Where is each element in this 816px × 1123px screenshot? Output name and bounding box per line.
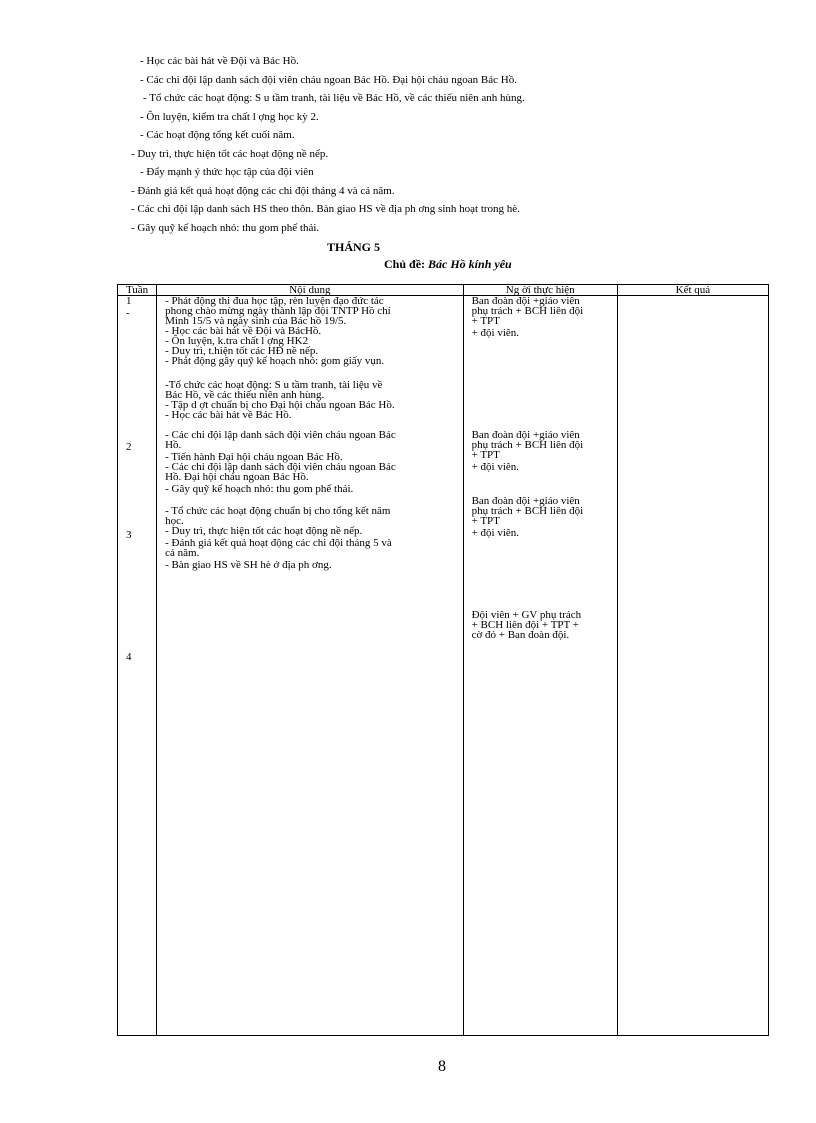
actor-line: Ban đoàn đội +giáo viên <box>471 495 580 507</box>
theme-heading <box>384 257 512 272</box>
actor-line: + TPT <box>471 315 500 327</box>
content-cell <box>157 296 463 1036</box>
intro-line: - Ôn luyện, kiểm tra chất l ợng học kỳ 2. <box>140 111 319 123</box>
actor-line: + TPT <box>471 449 500 461</box>
intro-line: - Gây quỹ kế hoạch nhỏ: thu gom phế thải. <box>131 222 320 234</box>
activity-table <box>117 284 769 1036</box>
actor-line: + BCH liên đội + TPT + <box>471 619 580 631</box>
month-title: THÁNG 5 <box>327 240 381 254</box>
content-line: - Ôn luyện, k.tra chất l ợng HK2 <box>165 335 309 347</box>
content-line: -Tổ chức các hoạt động: S u tầm tranh, tài liệu về <box>165 379 383 391</box>
header-result: Kết quả <box>617 285 768 296</box>
actor-line: cờ đỏ + Ban đoàn đội. <box>471 629 570 641</box>
result-cell <box>617 296 768 1036</box>
theme-label: Chủ đề: <box>384 257 426 271</box>
actor-line: Ban đoàn đội +giáo viên <box>471 295 580 307</box>
content-line: - Tiến hành Đại hội cháu ngoan Bác Hồ. <box>165 451 343 463</box>
content-line: - Duy trì, thực hiện tốt các hoạt động nề nếp. <box>165 525 363 537</box>
content-line: - Tổ chức các hoạt động chuẩn bị cho tổng kết năm <box>165 505 391 517</box>
content-line: - Học các bài hát về Đội và BácHồ. <box>165 325 322 337</box>
content-line: - Các chi đội lập danh sách đội viên cháu ngoan Bác <box>165 429 396 441</box>
content-line: - Các chi đội lập danh sách đội viên cháu ngoan Bác <box>165 461 396 473</box>
theme-value: Bác Hồ kính yêu <box>428 257 512 271</box>
content-line: học. <box>165 515 184 527</box>
actor-line: phụ trách + BCH liên đội <box>471 305 584 317</box>
intro-line: - Các chi đội lập danh sách đội viên cháu ngoan Bác Hồ. Đại hội cháu ngoan Bác Hồ. <box>140 74 517 86</box>
content-line: - Đánh giá kết quả hoạt động các chi đội tháng 5 và <box>165 537 392 549</box>
intro-line: - Đánh giá kết quả hoạt động các chi đội tháng 4 và cả năm. <box>131 185 395 197</box>
intro-line: - Đẩy mạnh ý thức học tập của đội viên <box>140 166 314 178</box>
actor-cell <box>463 296 617 1036</box>
intro-line: - Các chi đội lập danh sách HS theo thôn. Bàn giao HS về địa ph ơng sinh hoạt trong hè. <box>131 203 520 215</box>
content-line: - Duy trì, t.hiện tốt các HĐ nề nếp. <box>165 345 319 357</box>
week-number: 3 <box>126 529 132 541</box>
intro-line: - Học các bài hát về Đội và Bác Hồ. <box>140 55 299 67</box>
actor-line: + đội viên. <box>471 461 520 473</box>
table-header-row <box>118 285 769 296</box>
actor-line: Ban đoàn đội +giáo viên <box>471 429 580 441</box>
week-number: 2 <box>126 441 132 453</box>
header-actor: Ng ời thực hiện <box>463 285 617 296</box>
actor-line: + TPT <box>471 515 500 527</box>
content-line: - Gây quỹ kế hoạch nhỏ: thu gom phế thải. <box>165 483 354 495</box>
content-line: phong chào mừng ngày thành lập đội TNTP Hồ chí <box>165 305 391 317</box>
content-line: - Phát động thi đua học tập, rèn luyện đạo đức tác <box>165 295 384 307</box>
content-line: - Bàn giao HS về SH hè ở địa ph ơng. <box>165 559 332 571</box>
content-line: - Tập d ợt chuẩn bị cho Đại hội cháu ngoan Bác Hồ. <box>165 399 395 411</box>
week-number: 4 <box>126 651 132 663</box>
actor-line: phụ trách + BCH liên đội <box>471 439 584 451</box>
actor-line: + đội viên. <box>471 527 520 539</box>
week-cell <box>118 296 157 1036</box>
content-line: Hồ. Đại hội cháu ngoan Bác Hồ. <box>165 471 309 483</box>
content-line: - Phát động gây quỹ kế hoạch nhỏ: gom giấy vụn. <box>165 355 385 367</box>
actor-line: + đội viên. <box>471 327 520 339</box>
content-line: Bác Hồ, về các thiếu niên anh hùng. <box>165 389 325 401</box>
week-number: 1 <box>126 295 132 307</box>
page-number: 8 <box>438 1058 446 1075</box>
content-line: Minh 15/5 và ngày sinh của Bác hồ 19/5. <box>165 315 347 327</box>
content-line: cả năm. <box>165 547 200 559</box>
intro-line: - Các hoạt động tổng kết cuối năm. <box>140 129 295 141</box>
actor-line: Đội viên + GV phụ trách <box>471 609 582 621</box>
week-number: - <box>126 307 130 319</box>
table-row <box>118 296 769 1036</box>
header-content: Nội dung <box>157 285 463 296</box>
content-line: Hồ. <box>165 439 182 451</box>
intro-line: - Duy trì, thực hiện tốt các hoạt động nề nếp. <box>131 148 329 160</box>
actor-line: phụ trách + BCH liên đội <box>471 505 584 517</box>
intro-line: - Tổ chức các hoạt động: S u tầm tranh, tài liệu về Bác Hồ, về các thiếu niên anh hùng. <box>143 92 525 104</box>
header-week: Tuần <box>118 285 157 296</box>
content-line: - Học các bài hát về Bác Hồ. <box>165 409 292 421</box>
